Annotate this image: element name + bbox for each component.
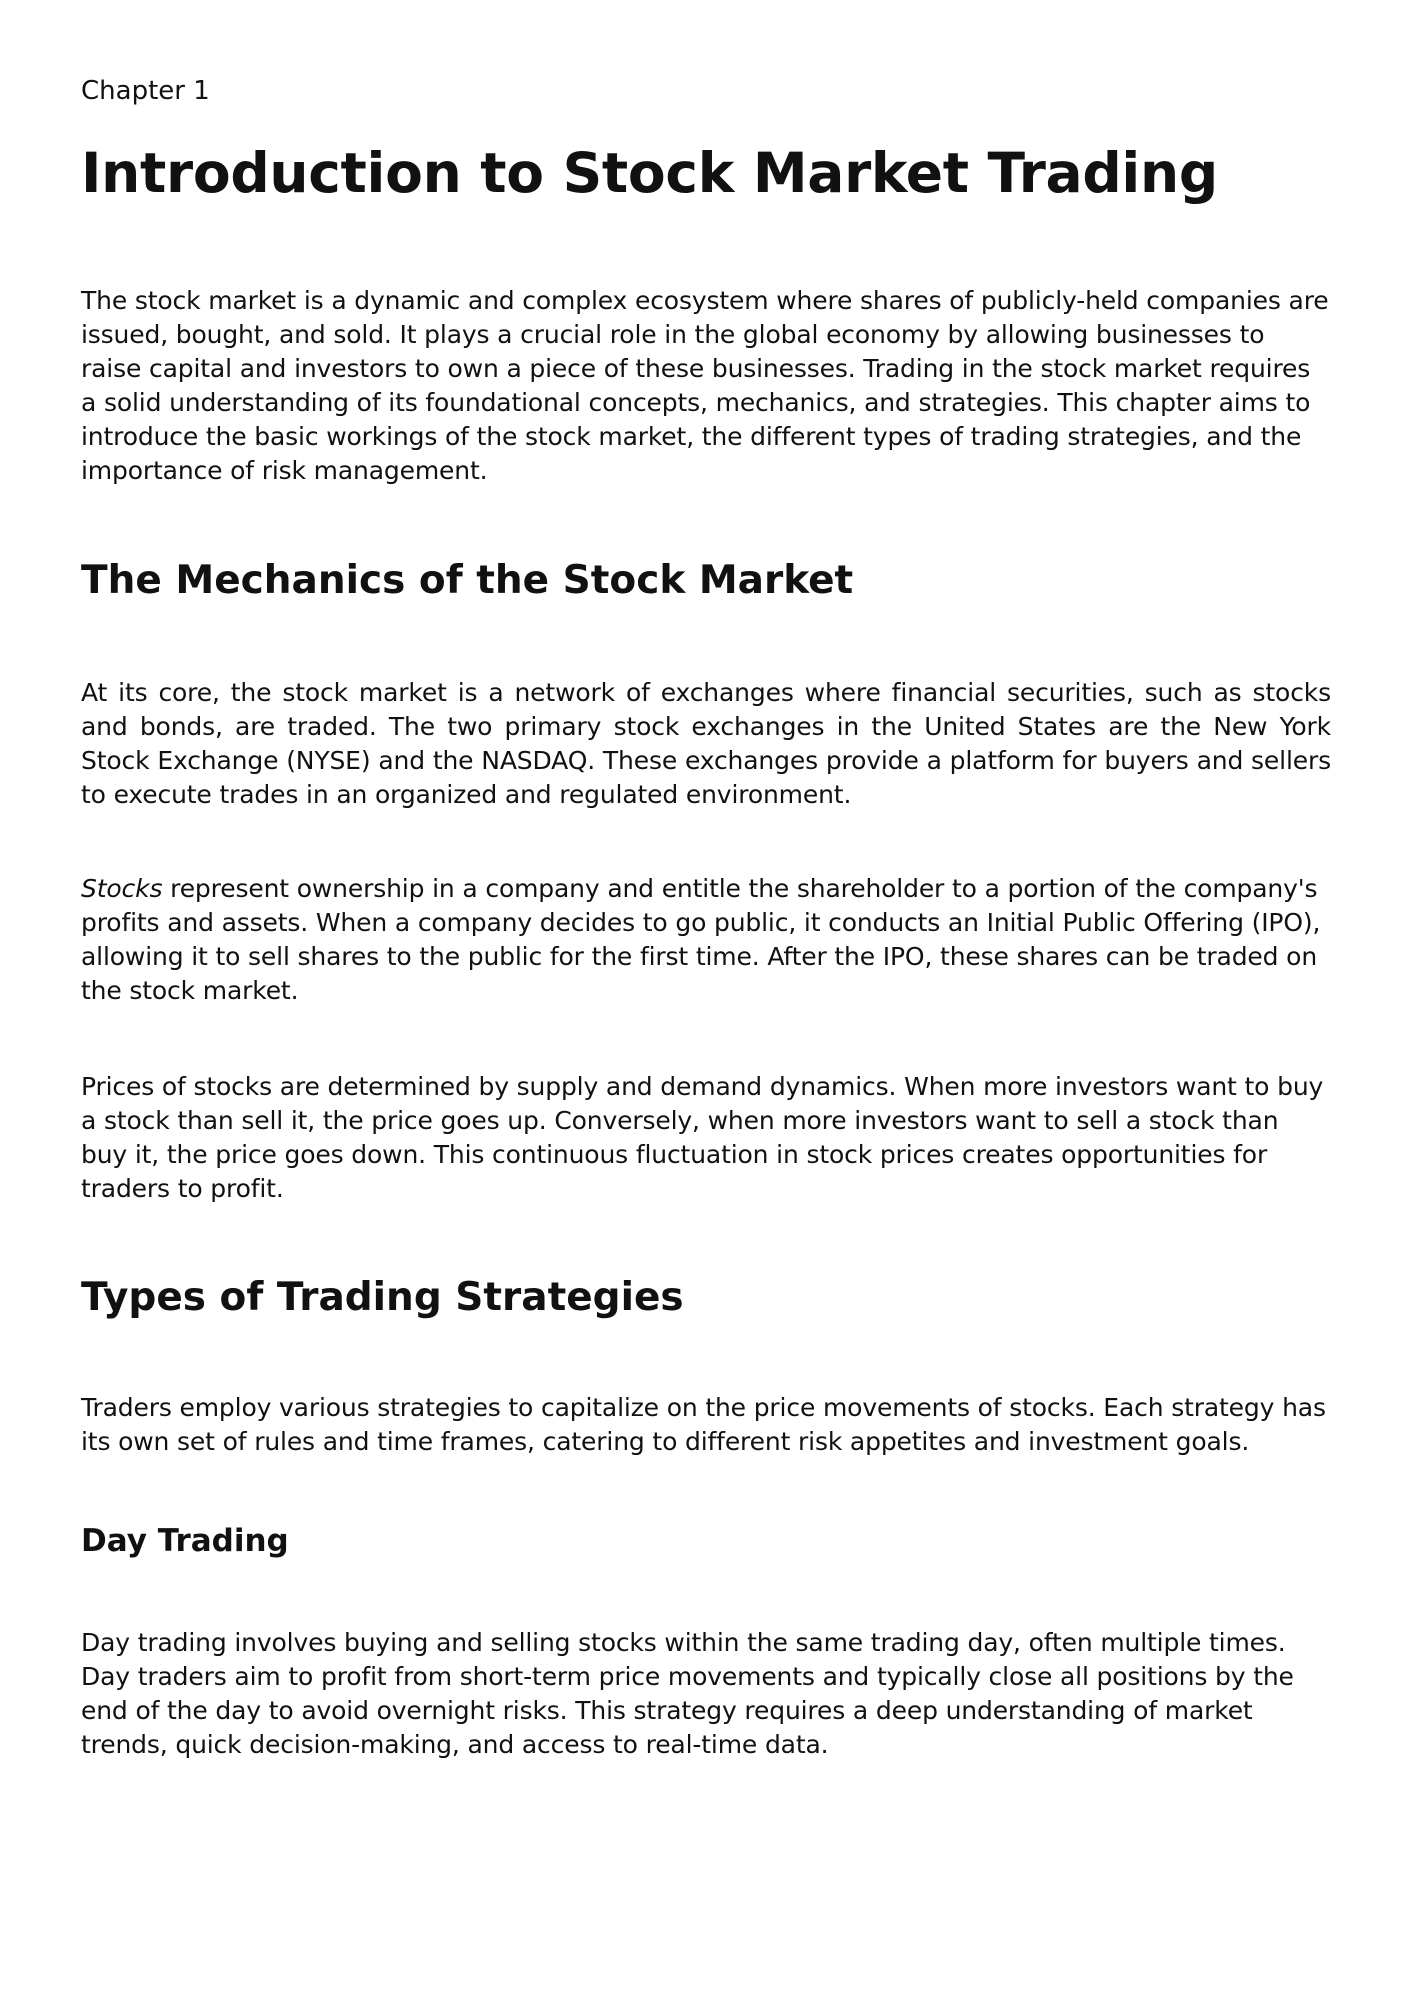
intro-paragraph: The stock market is a dynamic and complex ecosystem where shares of publicly-held companies are issued, bought, and sold. It plays a crucial role in the global economy by allowing businesses to raise capital and investors to own a piece of these businesses. Trading in the stock market requires a solid understanding of its foundational concepts, mechanics, and strategies. This chapter aims to introduce the basic workings of the stock market, the different types of trading strategies, and the importance of risk management. <box>81 286 1329 485</box>
day-trading-paragraph: Day trading involves buying and selling stocks within the same trading day, often multiple times. Day traders aim to profit from short-term price movements and typically close all positions by the end of the day to avoid overnight risks. This strategy requires a deep understanding of market trends, quick decision-making, and access to real-time data. <box>81 1628 1294 1759</box>
section-heading-mechanics: The Mechanics of the Stock Market <box>81 558 854 603</box>
strategies-paragraph: Traders employ various strategies to capitalize on the price movements of stocks. Each strategy has its own set of rules and time frames, catering to different risk appetites and investment goals. <box>81 1393 1326 1456</box>
chapter-label: Chapter 1 <box>81 76 210 106</box>
mechanics-paragraph-3: Prices of stocks are determined by supply and demand dynamics. When more investors want to buy a stock than sell it, the price goes up. Conversely, when more investors want to sell a stock than buy it, the price goes down. This continuous fluctuation in stock prices creates opportunities for traders to profit. <box>81 1072 1324 1203</box>
mechanics-paragraph-2 <box>81 872 1331 1008</box>
chapter-title: Introduction to Stock Market Trading <box>81 141 1218 205</box>
mechanics-paragraph-2-text: represent ownership in a company and entitle the shareholder to a portion of the company's profits and assets. When a company decides to go public, it conducts an Initial Public Offering (IPO), allowing it to sell shares to the public for the first time. After the IPO, these shares can be traded on the stock market. <box>81 874 1321 1005</box>
section-heading-strategies: Types of Trading Strategies <box>81 1275 684 1320</box>
stocks-term: Stocks <box>81 874 163 903</box>
mechanics-paragraph-1: At its core, the stock market is a network of exchanges where financial securities, such as stocks and bonds, are traded. The two primary stock exchanges in the United States are the New York Stock Exchange (NYSE) and the NASDAQ. These exchanges provide a platform for buyers and sellers to execute trades in an organized and regulated environment. <box>81 678 1331 809</box>
subsection-heading-day-trading: Day Trading <box>81 1523 289 1559</box>
